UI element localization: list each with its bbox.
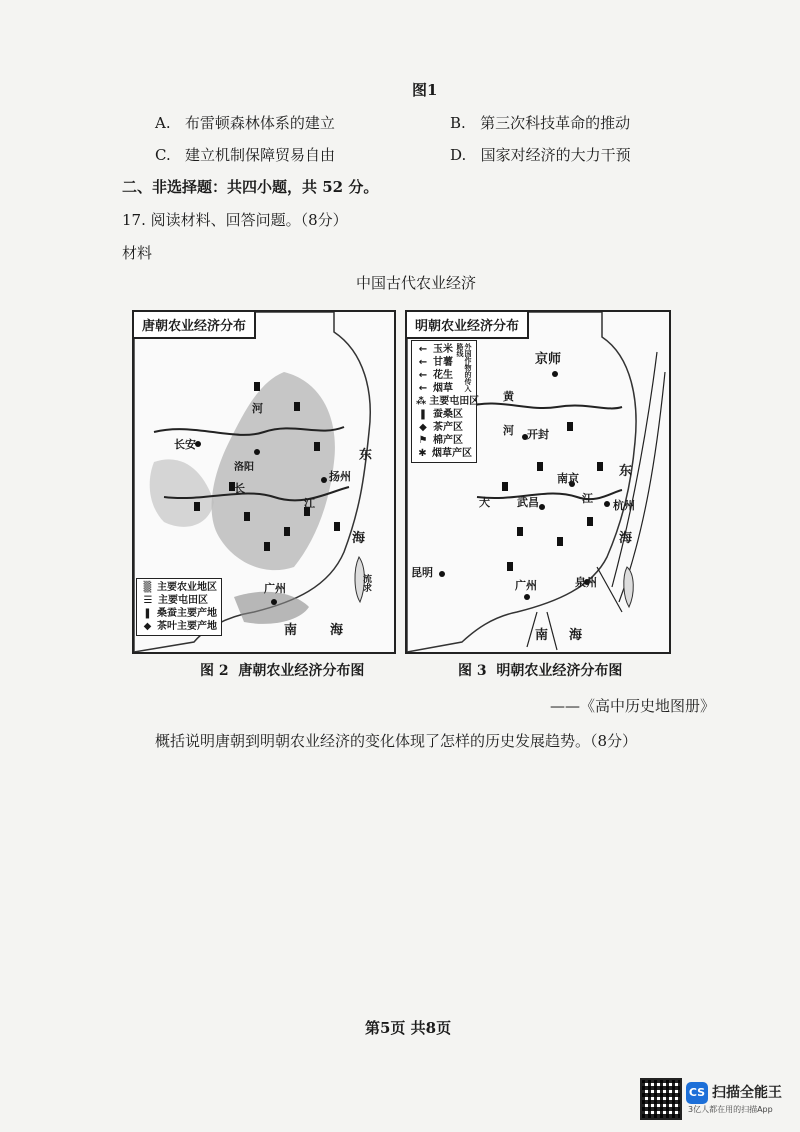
label-jiang-ming: 江 (582, 492, 593, 505)
legend-item: ▒ 主要农业地区 (141, 581, 217, 594)
place-wuchang: 武昌 (517, 496, 539, 509)
place-guangzhou-ming: 广州 (515, 579, 537, 592)
silkworm-icon: ❚ (418, 409, 428, 420)
question-17-prompt: 17. 阅读材料、回答问题。（8分） (122, 211, 348, 229)
ming-legend (411, 340, 480, 463)
label-chang: 长 (234, 482, 245, 495)
legend-item: ← 甘薯 (416, 356, 456, 369)
figure3-caption: 图 3 明朝农业经济分布图 (458, 663, 623, 679)
ming-map (405, 310, 671, 654)
figure1-caption: 图1 (412, 81, 438, 99)
legend-item: ← 花生 (416, 369, 456, 382)
arrow-left-icon: ← (418, 370, 428, 381)
stipple-icon: ▒ (143, 582, 152, 593)
legend-item: ❚ 蚕桑区 (416, 408, 472, 421)
place-changan: 长安 (174, 438, 196, 451)
tang-map (132, 310, 396, 654)
tea-leaf-icon: ◆ (419, 422, 427, 433)
arrow-left-icon: ← (418, 357, 428, 368)
place-kunming: 昆明 (411, 566, 433, 579)
option-d[interactable]: D. 国家对经济的大力干预 (450, 146, 631, 164)
label-da: 大 (479, 496, 490, 509)
tang-map-title: 唐朝农业经济分布 (134, 312, 256, 339)
tang-legend (136, 578, 222, 636)
label-hai-south: 海 (330, 623, 344, 638)
tea-leaf-icon: ◆ (143, 621, 152, 632)
legend-item: ⁂ 主要屯田区 (416, 396, 480, 407)
crop-route-note: 外国作物的传入路线 (456, 343, 472, 392)
place-luoyang: 洛阳 (234, 462, 254, 473)
camscanner-tagline: 3亿人都在用的扫描App (688, 1105, 773, 1114)
place-kaifeng: 开封 (527, 428, 549, 441)
tobacco-icon: ✱ (418, 448, 427, 459)
label-dong: 东 (359, 448, 373, 463)
crop-route-legend (416, 343, 472, 395)
material-title: 中国古代农业经济 (356, 274, 477, 292)
section2-heading: 二、非选择题：共四小题，共 52 分。 (122, 178, 379, 196)
material-label: 材料 (122, 244, 153, 262)
place-hangzhou: 杭州 (613, 499, 635, 512)
place-jingshi: 京师 (535, 352, 562, 367)
label-nan: 南 (284, 623, 298, 638)
place-yangzhou: 扬州 (329, 470, 351, 483)
label-dong-ming: 东 (619, 464, 633, 479)
arrow-left-icon: ← (418, 344, 428, 355)
legend-item: ⚑ 棉产区 (416, 434, 472, 447)
page-footer: 第5页 共8页 (365, 1019, 452, 1037)
silkworm-icon: ❚ (143, 608, 152, 619)
legend-item: ← 玉米 (416, 343, 456, 356)
place-nanjing: 南京 (557, 472, 579, 485)
legend-item: ◆ 茶叶主要产地 (141, 620, 217, 633)
qr-code-icon (640, 1078, 682, 1120)
label-hai-east-ming: 海 (619, 531, 633, 546)
legend-item: ← 烟草 (416, 382, 456, 395)
hatch-icon: ⁂ (416, 396, 427, 407)
place-guangzhou: 广州 (264, 582, 286, 595)
camscanner-name: 扫描全能王 (712, 1085, 782, 1101)
cotton-flag-icon: ⚑ (418, 435, 428, 446)
label-he-ming: 河 (503, 424, 514, 437)
label-liuqiu: 流求 (361, 574, 371, 592)
question-17-text: 概括说明唐朝到明朝农业经济的变化体现了怎样的历史发展趋势。（8分） (155, 732, 638, 750)
ming-map-title: 明朝农业经济分布 (407, 312, 529, 339)
label-huang: 黄 (503, 390, 514, 403)
legend-item: ☰ 主要屯田区 (141, 594, 217, 607)
label-hai-east: 海 (352, 531, 366, 546)
option-b[interactable]: B. 第三次科技革命的推动 (450, 114, 631, 132)
legend-item: ❚ 桑蚕主要产地 (141, 607, 217, 620)
label-he: 河 (252, 402, 263, 415)
label-nan-ming: 南 (535, 628, 549, 643)
option-c[interactable]: C. 建立机制保障贸易自由 (155, 146, 336, 164)
source-citation: ——《高中历史地图册》 (550, 697, 716, 715)
legend-item: ◆ 茶产区 (416, 421, 472, 434)
camscanner-logo: CS (686, 1082, 708, 1104)
place-quanzhou: 泉州 (575, 576, 597, 589)
hatch-icon: ☰ (143, 595, 153, 606)
label-hai-south-ming: 海 (569, 628, 583, 643)
figure2-caption: 图 2 唐朝农业经济分布图 (200, 663, 365, 679)
label-jiang: 江 (304, 497, 315, 510)
arrow-left-icon: ← (418, 383, 428, 394)
option-a[interactable]: A. 布雷顿森林体系的建立 (155, 114, 335, 132)
legend-item: ✱ 烟草产区 (416, 447, 472, 460)
